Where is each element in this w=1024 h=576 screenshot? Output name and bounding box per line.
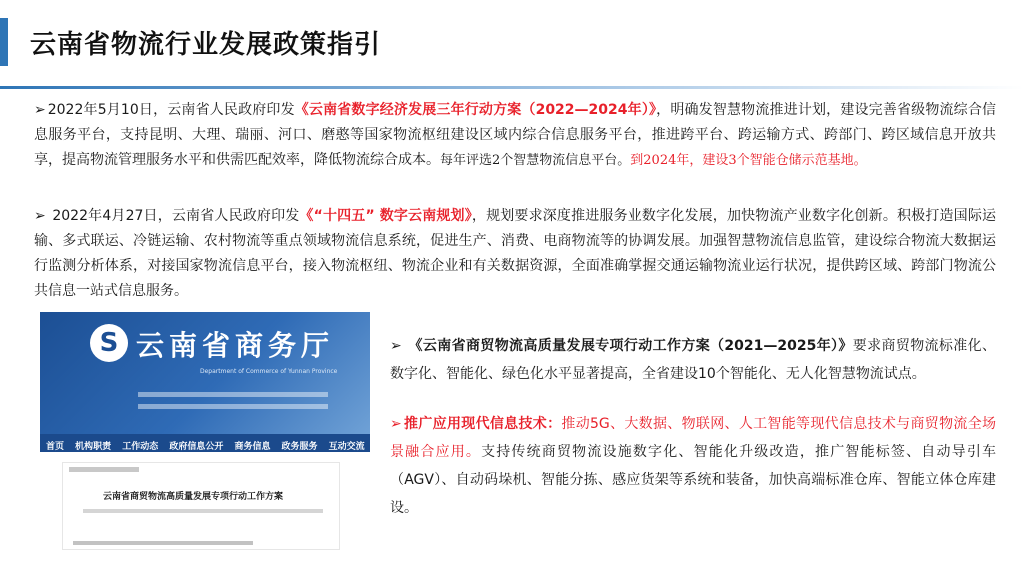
policy-paragraph-information-technology <box>390 410 996 522</box>
policy-paragraph-commerce-logistics <box>390 332 996 388</box>
policy-paragraph-digital-economy <box>34 98 996 173</box>
site-name: 云南省商务厅 <box>136 329 335 362</box>
p1-note: 每年评选2个智慧物流信息平台。 <box>440 153 631 168</box>
nav-item: 政府信息公开 <box>169 442 224 452</box>
banner-blurred-text <box>138 392 328 397</box>
p1-body: ，明确发智慧物流推进计划，建设完善省级物流综合信息服务平台，支持昆明、大理、瑞丽、河口、磨憨等国家物流枢纽建设区域内综合信息服务平台，推进跨平台、跨运输方式、跨部门、跨区域信息开放共享，提高物流管理服务水平和供需匹配效率，降低物流综合成本。 <box>34 102 996 168</box>
site-nav-bar <box>40 434 370 452</box>
bullet-arrow-icon: ➢ <box>390 338 402 354</box>
nav-item: 首页 <box>46 442 65 452</box>
site-name-english: Department of Commerce of Yunnan Province <box>200 368 338 375</box>
nav-item: 政务服务 <box>281 442 318 452</box>
document-page-title: 云南省商贸物流高质量发展专项行动工作方案 <box>103 492 284 502</box>
nav-item: 机构职责 <box>75 442 112 452</box>
bullet-arrow-icon: ➢ <box>34 102 46 118</box>
r1-body: 要求商贸物流标准化、数字化、智能化、绿色化水平显著提高，全省建设10个智能化、无人化智慧物流试点。 <box>390 338 996 382</box>
blurred-breadcrumb <box>69 467 139 472</box>
blurred-attachment-link <box>73 541 253 545</box>
p2-document-title: 《“十四五” 数字云南规划》 <box>299 208 472 224</box>
nav-item: 工作动态 <box>122 442 159 452</box>
p1-document-title: 《云南省数字经济发展三年行动方案（2022—2024年）》 <box>294 102 657 118</box>
title-divider <box>0 86 1024 89</box>
banner-blurred-text <box>138 404 328 409</box>
r2-highlight: 推动5G、大数据、物联网、人工智能等现代信息技术与商贸物流全场景融合应用。 <box>390 416 997 460</box>
policy-paragraph-digital-yunnan <box>34 204 996 304</box>
commerce-dept-banner-image <box>40 312 370 434</box>
nav-item: 互动交流 <box>328 442 365 452</box>
document-page-image <box>62 462 340 550</box>
title-accent-bar <box>0 18 8 66</box>
page-title: 云南省物流行业发展政策指引 <box>30 30 382 60</box>
p2-body: ，规划要求深度推进服务业数字化发展，加快物流产业数字化创新。积极打造国际运输、多式联运、冷链运输、农村物流等重点领域物流信息系统，促进生产、消费、电商物流等的协调发展。加强智慧物流信息监管，建设综合物流大数据运行监测分析体系，对接国家物流信息平台，接入物流枢纽、物流企业和有关数据资源，全面准确掌握交通运输物流业运行状况，提供跨区域、跨部门物流公共信息一站式信息服务。 <box>34 208 996 299</box>
bullet-arrow-icon: ➢ <box>390 416 402 432</box>
nav-item: 商务信息 <box>234 442 271 452</box>
r2-body: 支持传统商贸物流设施数字化、智能化升级改造，推广智能标签、自动导引车（AGV）、自动码垛机、智能分拣、感应货架等系统和装备，加快高端标准仓库、智能立体仓库建设。 <box>390 444 996 516</box>
p1-target: 到2024年，建设3个智能仓储示范基地。 <box>630 153 867 168</box>
blurred-meta-line <box>83 509 323 513</box>
p1-intro: 2022年5月10日，云南省人民政府印发 <box>47 102 295 118</box>
r2-heading: 推广应用现代信息技术： <box>403 416 562 432</box>
p2-intro: 2022年4月27日，云南省人民政府印发 <box>47 208 300 224</box>
r1-document-title: 《云南省商贸物流高质量发展专项行动工作方案（2021—2025年）》 <box>408 338 853 354</box>
bullet-arrow-icon: ➢ <box>34 208 46 224</box>
commerce-logo-icon: S <box>90 324 128 362</box>
